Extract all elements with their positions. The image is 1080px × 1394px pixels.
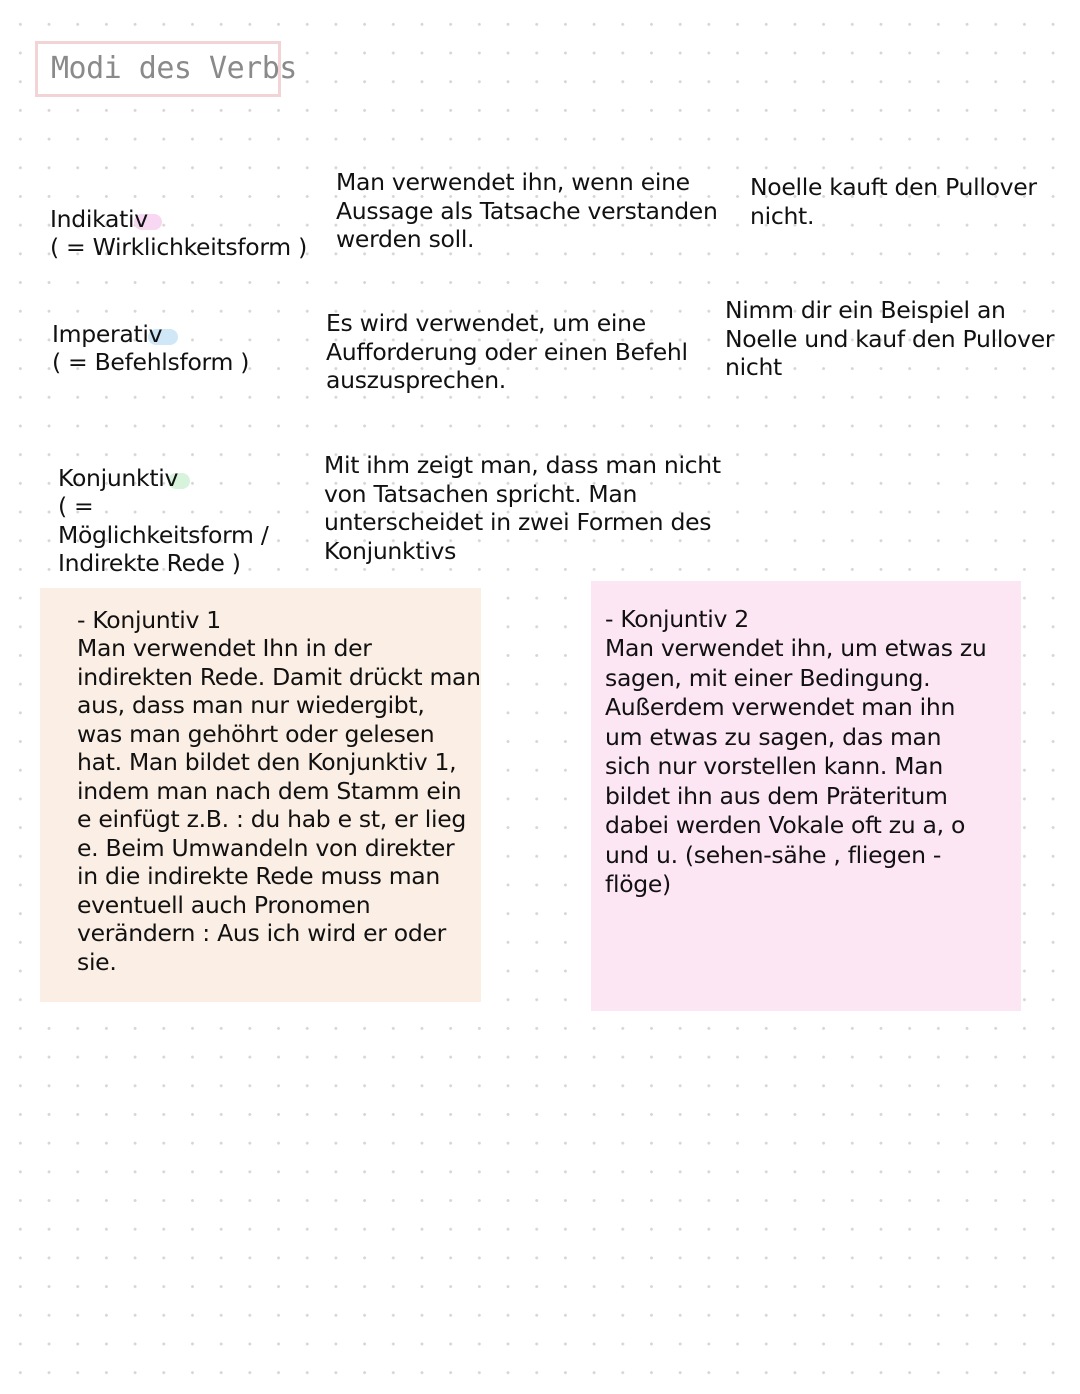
term-detail: ( = Wirklichkeitsform ) [50, 233, 307, 261]
description-indikativ: Man verwendet ihn, wenn eine Aussage als Tatsache verstanden werden soll. [336, 168, 718, 253]
title-box [35, 41, 297, 97]
example-imperativ: Nimm dir ein Beispiel an Noelle und kauf den Pullover nicht [725, 296, 1055, 381]
term-imperativ [52, 291, 249, 405]
card-heading: - Konjuntiv 2 [605, 605, 749, 633]
term-label: Indikativ [50, 204, 148, 233]
card-konjunktiv-2 [591, 581, 1021, 1011]
page-title: Modi des Verbs [51, 51, 297, 86]
term-label: Konjunktiv [58, 463, 179, 492]
card-konjunktiv-1 [40, 588, 481, 1002]
description-imperativ: Es wird verwendet, um eine Aufforderung oder einen Befehl auszusprechen. [326, 309, 688, 394]
card-heading: - Konjuntiv 1 [77, 606, 221, 634]
card-body: Man verwendet Ihn in der indirekten Rede. Damit drückt man aus, dass man nur wiedergibt, was man gehöhrt oder gelesen hat. Man bildet den Konjunktiv 1, indem man nach dem Stamm ein e einfügt z.B. : du hab e st, er lieg e. Beim Umwandeln von direkter in die indirekte Rede muss man eventuell auch Pronomen verändern : Aus ich wird er oder sie. [77, 634, 481, 976]
card-body: Man verwendet ihn, um etwas zu sagen, mit einer Bedingung. Außerdem verwendet man ihn um etwas zu sagen, das man sich nur vorstellen kann. Man bildet ihn aus dem Präteritum dabei werden Vokale oft zu a, o und u. (sehen-sähe , fliegen - flöge) [605, 634, 987, 898]
term-label: Imperativ [52, 319, 163, 348]
description-konjunktiv: Mit ihm zeigt man, dass man nicht von Tatsachen spricht. Man unterscheidet in zwei Formen des Konjunktivs [324, 451, 721, 565]
term-konjunktiv [58, 435, 268, 606]
term-detail: ( = Befehlsform ) [52, 348, 250, 376]
term-indikativ [50, 176, 307, 290]
term-detail: ( = Möglichkeitsform / Indirekte Rede ) [58, 492, 269, 577]
example-indikativ: Noelle kauft den Pullover nicht. [750, 173, 1037, 230]
